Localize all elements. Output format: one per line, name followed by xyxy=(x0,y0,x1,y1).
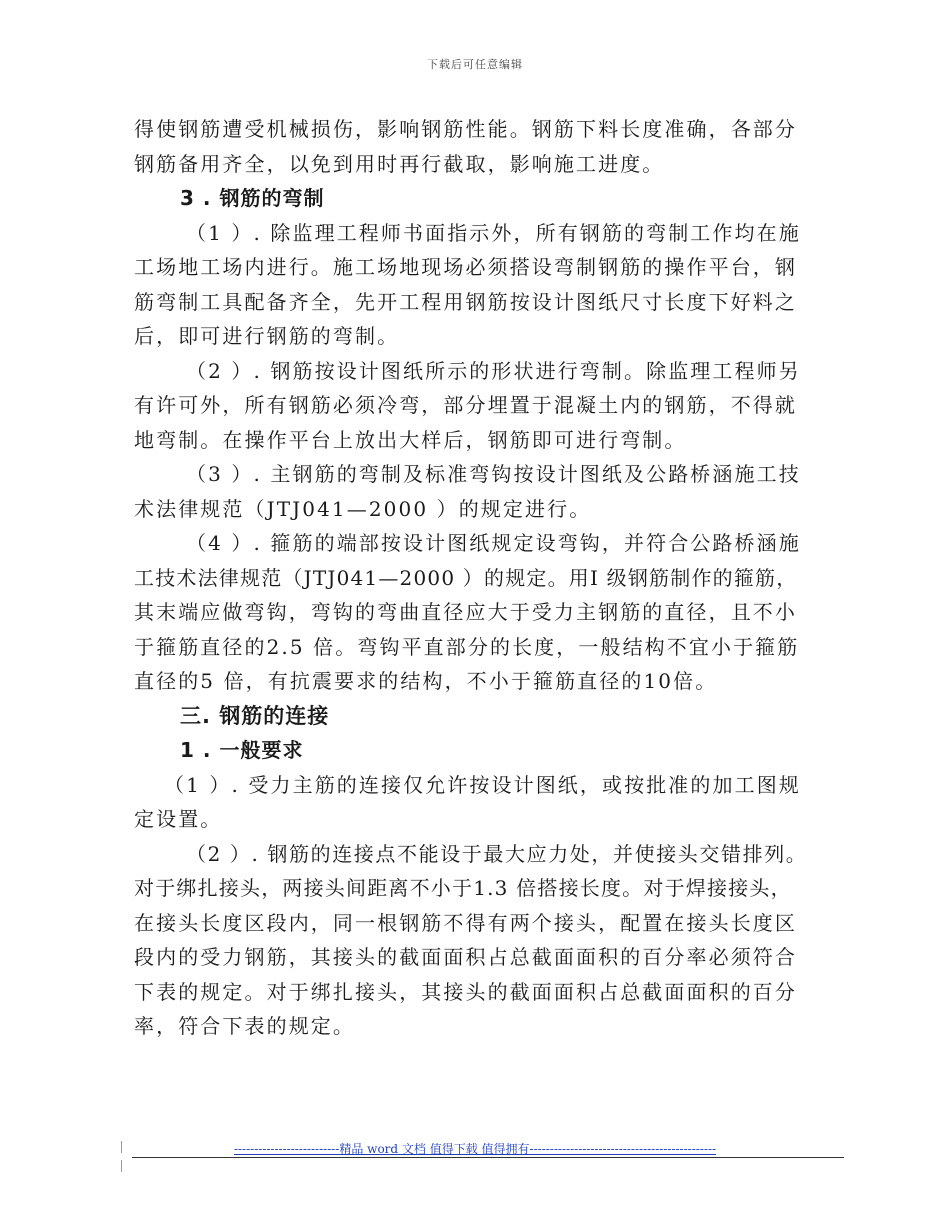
paragraph-line: （4 ）. 箍筋的端部按设计图纸规定设弯钩，并符合公路桥涵施 xyxy=(186,531,801,555)
footer-link[interactable]: --------------------------精品 word 文档 值得下载 值得拥有---------------------------------------------- xyxy=(233,1142,717,1156)
paragraph-line: 定设置。 xyxy=(134,807,223,831)
paragraph-line: 术法律规范（JTJ041—2000 ）的规定进行。 xyxy=(134,496,592,521)
paragraph-line: （2 ）. 钢筋按设计图纸所示的形状进行弯制。除监理工程师另 xyxy=(186,358,801,383)
margin-mark xyxy=(121,1160,122,1172)
paragraph-line: 地弯制。在操作平台上放出大样后，钢筋即可进行弯制。 xyxy=(134,427,687,452)
document-body xyxy=(134,112,844,1044)
paragraph-line: 对于绑扎接头，两接头间距离不小于1.3 倍搭接长度。对于焊接接头， xyxy=(134,876,792,900)
section-heading: 1 . 一般要求 xyxy=(180,738,304,762)
paragraph-line: （3 ）. 主钢筋的弯制及标准弯钩按设计图纸及公路桥涵施工技 xyxy=(186,462,801,486)
footer-divider xyxy=(132,1157,844,1158)
paragraph-line: 钢筋备用齐全，以免到用时再行截取，影响施工进度。 xyxy=(134,151,665,176)
paragraph-line: 得使钢筋遭受机械损伤，影响钢筋性能。钢筋下料长度准确，各部分 xyxy=(134,117,797,141)
paragraph-line: 工场地工场内进行。施工场地现场必须搭设弯制钢筋的操作平台，钢 xyxy=(134,255,797,279)
paragraph-line: 筋弯制工具配备齐全，先开工程用钢筋按设计图纸尺寸长度下好料之 xyxy=(134,289,797,314)
paragraph-line: 下表的规定。对于绑扎接头，其接头的截面面积占总截面面积的百分 xyxy=(134,979,797,1004)
paragraph-line: 直径的5 倍，有抗震要求的结构，不小于箍筋直径的10倍。 xyxy=(134,669,718,693)
paragraph-line: 在接头长度区段内，同一根钢筋不得有两个接头，配置在接头长度区 xyxy=(134,910,797,935)
paragraph-line: （1 ）. 除监理工程师书面指示外，所有钢筋的弯制工作均在施 xyxy=(186,220,801,245)
paragraph-line: （1 ）. 受力主筋的连接仅允许按设计图纸，或按批准的加工图规 xyxy=(164,772,801,797)
paragraph-line: （2 ）. 钢筋的连接点不能设于最大应力处，并使接头交错排列。 xyxy=(186,841,808,866)
chapter-heading: 三. 钢筋的连接 xyxy=(180,703,330,728)
page-header: 下载后可任意编辑 xyxy=(427,58,523,71)
paragraph-line: 于箍筋直径的2.5 倍。弯钩平直部分的长度，一般结构不宜小于箍筋 xyxy=(134,634,800,659)
paragraph-line: 后，即可进行钢筋的弯制。 xyxy=(134,324,400,348)
section-heading: 3 . 钢筋的弯制 xyxy=(180,186,325,210)
paragraph-line: 有许可外，所有钢筋必须冷弯，部分埋置于混凝土内的钢筋，不得就 xyxy=(134,393,797,417)
paragraph-line: 工技术法律规范（JTJ041—2000 ）的规定。用I 级钢筋制作的箍筋， xyxy=(134,565,798,590)
paragraph-line: 其末端应做弯钩，弯钩的弯曲直径应大于受力主钢筋的直径，且不小 xyxy=(134,600,797,624)
paragraph-line: 段内的受力钢筋，其接头的截面面积占总截面面积的百分率必须符合 xyxy=(134,945,797,969)
paragraph-line: 率，符合下表的规定。 xyxy=(134,1014,355,1038)
